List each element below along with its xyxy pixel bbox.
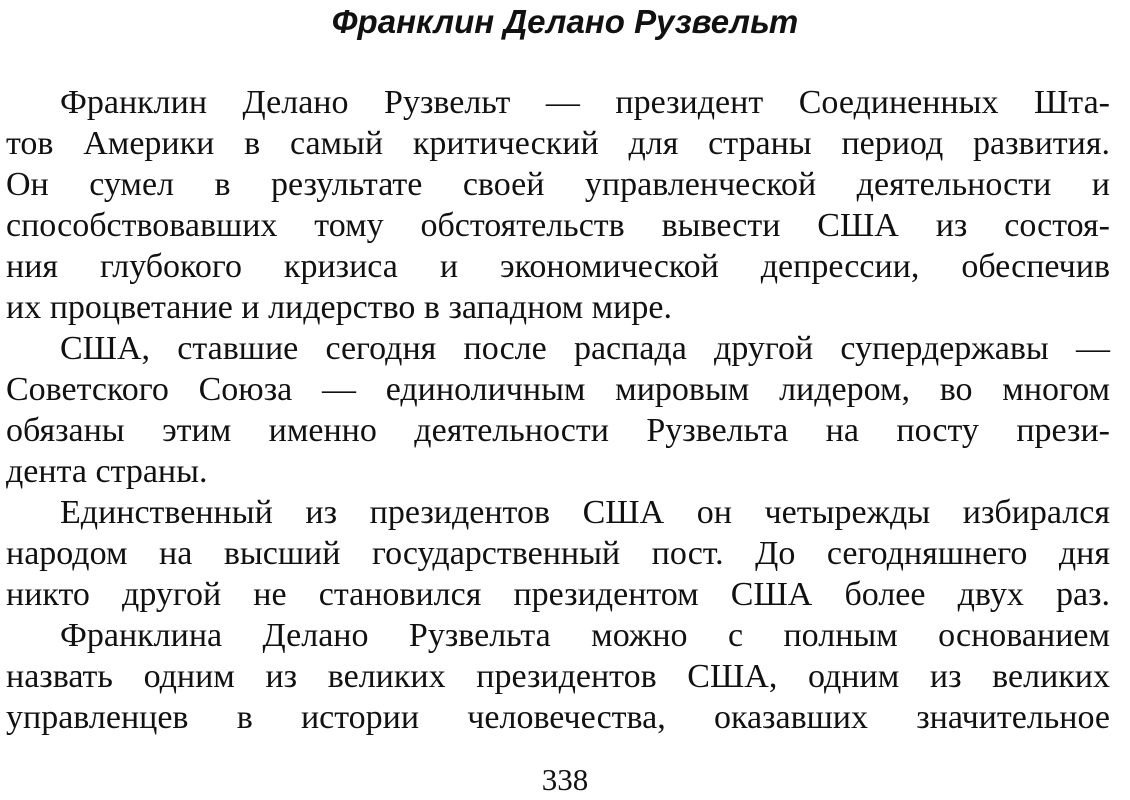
text-line: тов Америки в самый критический для страны период развития. <box>6 125 1110 162</box>
text-line: Единственный из президентов США он четырежды избирался <box>60 494 1110 531</box>
text-line: способствовавших тому обстоятельств вывести США из состоя- <box>6 207 1110 244</box>
text-line: народом на высший государственный пост. До сегодняшнего дня <box>6 535 1110 572</box>
text-line: дента страны. <box>6 453 208 490</box>
chapter-title: Франклин Делано Рузвельт <box>331 3 799 40</box>
text-line: Он сумел в результате своей управленческой деятельности и <box>6 166 1110 203</box>
text-line: Франклин Делано Рузвельт — президент Соединенных Шта- <box>60 84 1110 121</box>
text-line: никто другой не становился президентом США более двух раз. <box>6 576 1110 613</box>
text-line: США, ставшие сегодня после распада другой супердержавы — <box>60 330 1110 367</box>
text-line: управленцев в истории человечества, оказавших значительное <box>6 699 1110 736</box>
text-line: обязаны этим именно деятельности Рузвельта на посту прези- <box>6 412 1110 449</box>
text-line: назвать одним из великих президентов США, одним из великих <box>6 658 1110 695</box>
text-line: их процветание и лидерство в западном мире. <box>6 289 672 326</box>
page-number: 338 <box>541 762 589 797</box>
text-line: Советского Союза — единоличным мировым лидером, во многом <box>6 371 1110 408</box>
text-line: Франклина Делано Рузвельта можно с полным основанием <box>60 617 1110 654</box>
text-line: ния глубокого кризиса и экономической депрессии, обеспечив <box>6 248 1110 285</box>
body-text <box>6 82 1110 738</box>
